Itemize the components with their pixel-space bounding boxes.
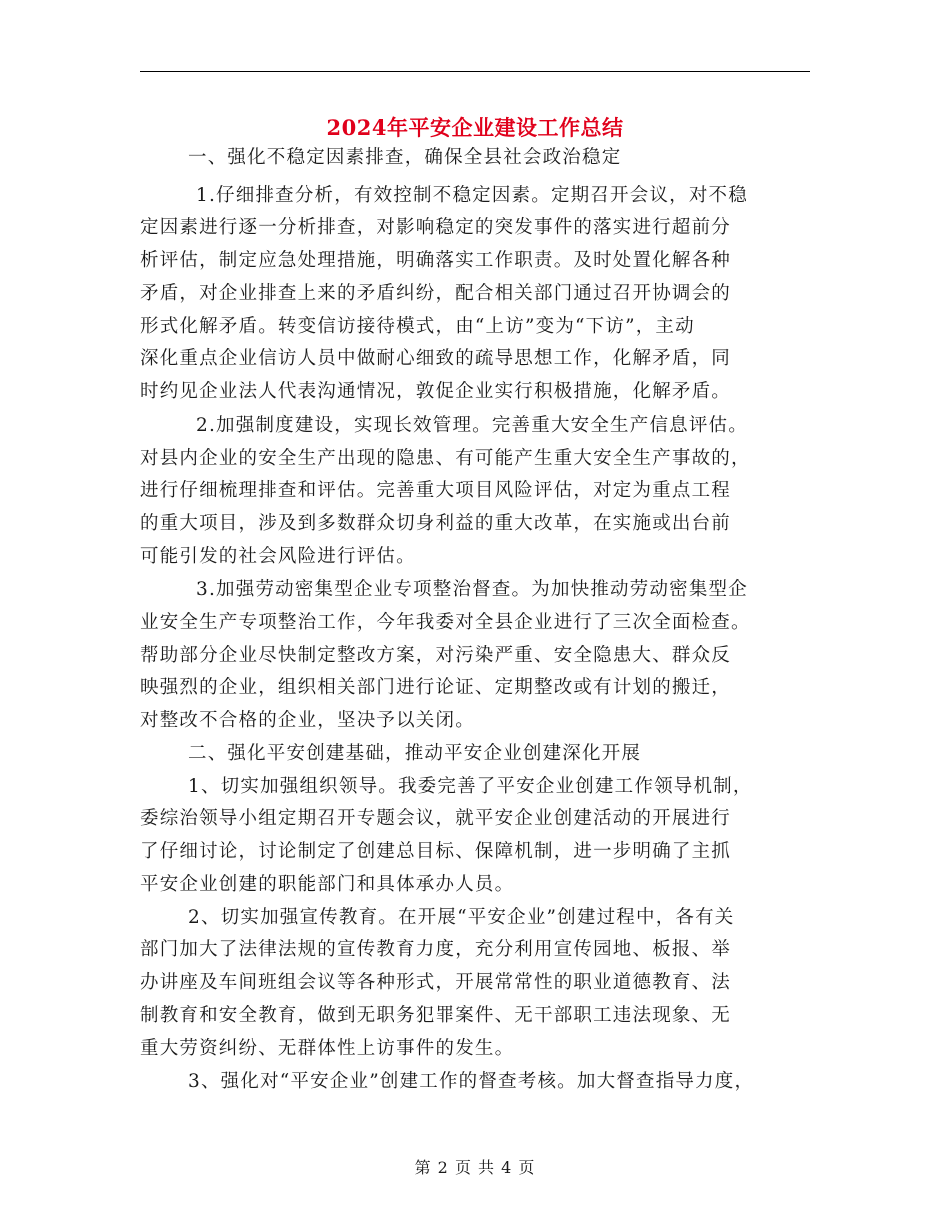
document-title: 2024年平安企业建设工作总结	[326, 115, 624, 140]
paragraph-line: 析评估，制定应急处理措施，明确落实工作职责。及时处置化解各种	[140, 250, 732, 271]
section-heading: 二、强化平安创建基础，推动平安企业创建深化开展	[188, 743, 642, 764]
paragraph-line: 矛盾，对企业排查上来的矛盾纠纷，配合相关部门通过召开协调会的	[140, 283, 732, 304]
paragraph-line: 1.仔细排查分析，有效控制不稳定因素。定期召开会议，对不稳	[196, 185, 748, 206]
paragraph-line: 进行仔细梳理排查和评估。完善重大项目风险评估，对定为重点工程	[140, 480, 732, 501]
paragraph-line: 业安全生产专项整治工作，今年我委对全县企业进行了三次全面检查。	[140, 612, 751, 633]
paragraph-line: 部门加大了法律法规的宣传教育力度，充分利用宣传园地、板报、举	[140, 939, 732, 960]
paragraph-line: 深化重点企业信访人员中做耐心细致的疏导思想工作，化解矛盾，同	[140, 348, 732, 369]
header-rule	[140, 71, 810, 72]
paragraph-line: 3.加强劳动密集型企业专项整治督查。为加快推动劳动密集型企	[196, 579, 748, 600]
paragraph-line: 定因素进行逐一分析排查，对影响稳定的突发事件的落实进行超前分	[140, 217, 732, 238]
paragraph-line: 2、切实加强宣传教育。在开展“平安企业”创建过程中，各有关	[188, 907, 735, 928]
paragraph-line: 映强烈的企业，组织相关部门进行论证、定期整改或有计划的搬迁，	[140, 677, 732, 698]
page-number-footer: 第 2 页 共 4 页	[414, 1158, 536, 1177]
paragraph-line: 形式化解矛盾。转变信访接待模式，由“上访”变为“下访”，主动	[140, 316, 695, 337]
section-heading: 一、强化不稳定因素排查，确保全县社会政治稳定	[188, 147, 622, 168]
paragraph-line: 重大劳资纠纷、无群体性上访事件的发生。	[140, 1038, 515, 1059]
paragraph-line: 2.加强制度建设，实现长效管理。完善重大安全生产信息评估。	[196, 415, 748, 436]
paragraph-line: 平安企业创建的职能部门和具体承办人员。	[140, 874, 515, 895]
paragraph-line: 时约见企业法人代表沟通情况，敦促企业实行积极措施，化解矛盾。	[140, 381, 732, 402]
paragraph-line: 帮助部分企业尽快制定整改方案，对污染严重、安全隐患大、群众反	[140, 645, 732, 666]
paragraph-line: 3、强化对“平安企业”创建工作的督查考核。加大督查指导力度，	[188, 1071, 755, 1092]
paragraph-line: 委综治领导小组定期召开专题会议，就平安企业创建活动的开展进行	[140, 808, 732, 829]
paragraph-line: 的重大项目，涉及到多数群众切身利益的重大改革，在实施或出台前	[140, 513, 732, 534]
paragraph-line: 可能引发的社会风险进行评估。	[140, 546, 416, 567]
paragraph-line: 对整改不合格的企业，坚决予以关闭。	[140, 710, 475, 731]
paragraph-line: 1、切实加强组织领导。我委完善了平安企业创建工作领导机制，	[188, 776, 753, 797]
paragraph-line: 制教育和安全教育，做到无职务犯罪案件、无干部职工违法现象、无	[140, 1005, 732, 1026]
paragraph-line: 办讲座及车间班组会议等各种形式，开展常常性的职业道德教育、法	[140, 972, 732, 993]
paragraph-line: 对县内企业的安全生产出现的隐患、有可能产生重大安全生产事故的，	[140, 448, 751, 469]
paragraph-line: 了仔细讨论，讨论制定了创建总目标、保障机制，进一步明确了主抓	[140, 841, 732, 862]
